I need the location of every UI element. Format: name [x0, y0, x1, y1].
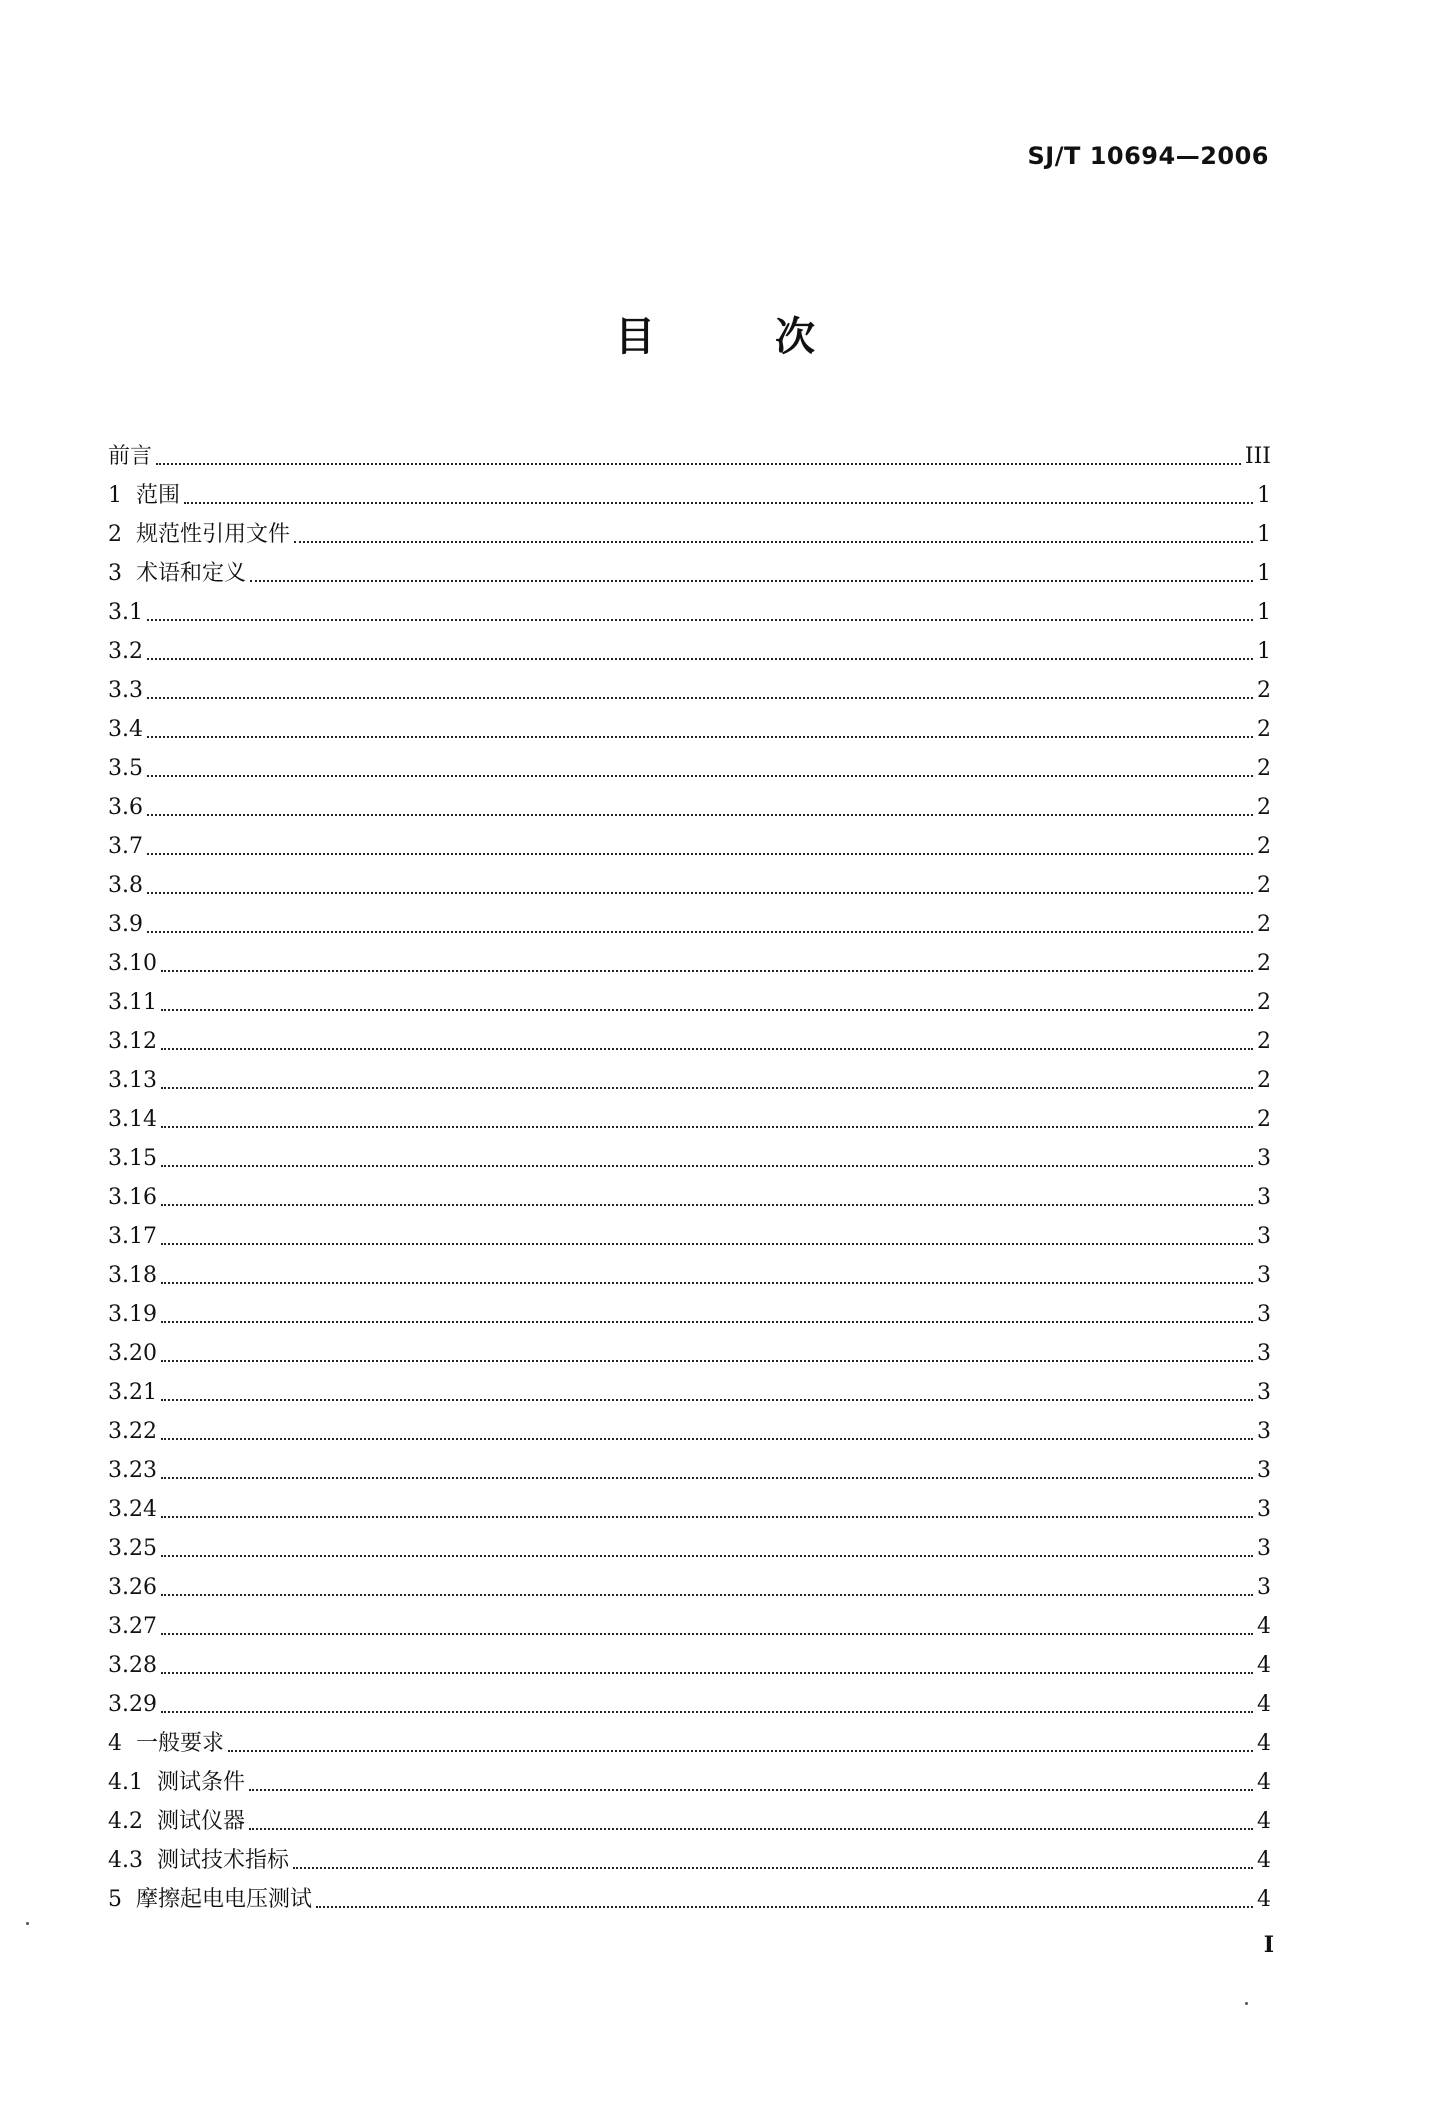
toc-entry-label: 3.2 [108, 639, 143, 664]
toc-entry-page: 4 [1257, 1887, 1271, 1912]
toc-entry-page: 2 [1257, 990, 1271, 1015]
toc-entry[interactable] [108, 782, 1271, 821]
toc-entry[interactable] [108, 587, 1271, 626]
toc-entry[interactable] [108, 1094, 1271, 1133]
toc-entry[interactable] [108, 1757, 1271, 1796]
toc-entry-label: 3.20 [108, 1341, 157, 1366]
toc-entry[interactable] [108, 1835, 1271, 1874]
toc-entry[interactable] [108, 1172, 1271, 1211]
toc-entry[interactable] [108, 1016, 1271, 1055]
toc-entry-label: 3.16 [108, 1185, 157, 1210]
toc-dot-leader [161, 1438, 1253, 1440]
toc-entry[interactable] [108, 1133, 1271, 1172]
toc-entry-label: 3.19 [108, 1302, 157, 1327]
toc-entry[interactable] [108, 743, 1271, 782]
toc-entry-page: 4 [1257, 1692, 1271, 1717]
toc-entry-label: 3.24 [108, 1497, 157, 1522]
toc-title-char-1: 目 [615, 314, 655, 360]
toc-entry[interactable] [108, 821, 1271, 860]
toc-entry[interactable] [108, 431, 1271, 470]
toc-dot-leader [161, 1282, 1253, 1284]
toc-entry-page: 2 [1257, 756, 1271, 781]
toc-dot-leader [147, 775, 1253, 777]
toc-entry-page: 2 [1257, 1029, 1271, 1054]
toc-entry-label: 4.1 测试条件 [108, 1770, 245, 1795]
toc-entry[interactable] [108, 1055, 1271, 1094]
toc-entry[interactable] [108, 1289, 1271, 1328]
toc-entry-page: 3 [1257, 1185, 1271, 1210]
toc-entry[interactable] [108, 1601, 1271, 1640]
toc-entry[interactable] [108, 470, 1271, 509]
toc-dot-leader [161, 1555, 1253, 1557]
toc-entry-page: 3 [1257, 1341, 1271, 1366]
toc-entry-label: 3.13 [108, 1068, 157, 1093]
toc-entry-label: 3.26 [108, 1575, 157, 1600]
toc-dot-leader [161, 1243, 1253, 1245]
toc-dot-leader [294, 541, 1253, 543]
toc-dot-leader [161, 1477, 1253, 1479]
toc-dot-leader [147, 853, 1253, 855]
toc-entry[interactable] [108, 860, 1271, 899]
toc-entry[interactable] [108, 1640, 1271, 1679]
toc-entry-page: 4 [1257, 1770, 1271, 1795]
toc-dot-leader [161, 1009, 1253, 1011]
toc-entry-label: 3.6 [108, 795, 143, 820]
toc-entry-page: III [1244, 444, 1271, 469]
toc-dot-leader [156, 463, 1241, 465]
toc-dot-leader [147, 931, 1253, 933]
toc-entry[interactable] [108, 509, 1271, 548]
toc-entry-page: 4 [1257, 1731, 1271, 1756]
toc-entry-page: 4 [1257, 1653, 1271, 1678]
toc-entry-page: 3 [1257, 1302, 1271, 1327]
toc-entry-page: 2 [1257, 678, 1271, 703]
toc-entry-page: 4 [1257, 1614, 1271, 1639]
toc-entry-page: 2 [1257, 951, 1271, 976]
toc-entry-page: 2 [1257, 717, 1271, 742]
toc-entry-page: 3 [1257, 1419, 1271, 1444]
toc-entry-label: 3.12 [108, 1029, 157, 1054]
toc-entry-page: 1 [1257, 483, 1271, 508]
toc-dot-leader [147, 814, 1253, 816]
toc-dot-leader [161, 1204, 1253, 1206]
toc-entry-page: 4 [1257, 1848, 1271, 1873]
toc-entry[interactable] [108, 1523, 1271, 1562]
toc-entry-page: 1 [1257, 522, 1271, 547]
toc-dot-leader [147, 658, 1253, 660]
toc-entry-label: 3.11 [108, 990, 157, 1015]
toc-dot-leader [228, 1750, 1253, 1752]
toc-entry-label: 4 一般要求 [108, 1731, 224, 1756]
toc-dot-leader [293, 1867, 1253, 1869]
toc-title [0, 305, 1430, 362]
toc-entry-label: 5 摩擦起电电压测试 [108, 1887, 312, 1912]
toc-entry-label: 3.15 [108, 1146, 157, 1171]
toc-entry-page: 1 [1257, 600, 1271, 625]
toc-entry[interactable] [108, 977, 1271, 1016]
toc-entry-label: 4.3 测试技术指标 [108, 1848, 289, 1873]
toc-dot-leader [161, 1672, 1253, 1674]
toc-entry-page: 1 [1257, 639, 1271, 664]
toc-title-char-2: 次 [775, 314, 815, 360]
standard-code: SJ/T 10694—2006 [1027, 142, 1269, 170]
toc-dot-leader [161, 1165, 1253, 1167]
toc-dot-leader [161, 1360, 1253, 1362]
toc-entry-page: 2 [1257, 873, 1271, 898]
toc-dot-leader [161, 1048, 1253, 1050]
toc-entry[interactable] [108, 665, 1271, 704]
toc-entry-label: 4.2 测试仪器 [108, 1809, 245, 1834]
toc-dot-leader [161, 970, 1253, 972]
toc-entry-label: 3.7 [108, 834, 143, 859]
toc-entry[interactable] [108, 548, 1271, 587]
toc-entry-page: 3 [1257, 1497, 1271, 1522]
toc-entry-page: 3 [1257, 1224, 1271, 1249]
page-number: I [1263, 1932, 1274, 1958]
toc-dot-leader [250, 580, 1253, 582]
toc-entry-label: 3.9 [108, 912, 143, 937]
toc-entry-page: 2 [1257, 912, 1271, 937]
toc-entry[interactable] [108, 899, 1271, 938]
toc-dot-leader [249, 1828, 1253, 1830]
toc-entry-page: 2 [1257, 1068, 1271, 1093]
toc-entry-label: 3.10 [108, 951, 157, 976]
toc-entry-label: 3.22 [108, 1419, 157, 1444]
toc-entry[interactable] [108, 1562, 1271, 1601]
toc-entry-page: 3 [1257, 1458, 1271, 1483]
toc-dot-leader [161, 1516, 1253, 1518]
toc-entry-label: 3.27 [108, 1614, 157, 1639]
toc-entry-page: 3 [1257, 1536, 1271, 1561]
toc-entry[interactable] [108, 1328, 1271, 1367]
scan-speck [1245, 2002, 1248, 2005]
toc-entry[interactable] [108, 1874, 1271, 1913]
toc-entry-label: 3.18 [108, 1263, 157, 1288]
toc-dot-leader [249, 1789, 1253, 1791]
toc-entry[interactable] [108, 1250, 1271, 1289]
toc-entry-label: 3.29 [108, 1692, 157, 1717]
toc-dot-leader [161, 1711, 1253, 1713]
toc-entry-page: 3 [1257, 1380, 1271, 1405]
toc-entry[interactable] [108, 1406, 1271, 1445]
toc-dot-leader [161, 1594, 1253, 1596]
toc-entry[interactable] [108, 626, 1271, 665]
toc-dot-leader [161, 1399, 1253, 1401]
toc-entry-label: 3.25 [108, 1536, 157, 1561]
toc-entry[interactable] [108, 1484, 1271, 1523]
toc-dot-leader [161, 1087, 1253, 1089]
toc-entry[interactable] [108, 1796, 1271, 1835]
toc-entry[interactable] [108, 1211, 1271, 1250]
toc-entry-page: 3 [1257, 1146, 1271, 1171]
toc-entry-page: 4 [1257, 1809, 1271, 1834]
toc-entry-label: 3.28 [108, 1653, 157, 1678]
toc-dot-leader [316, 1906, 1253, 1908]
toc-entry-page: 2 [1257, 1107, 1271, 1132]
toc-entry[interactable] [108, 704, 1271, 743]
toc-entry[interactable] [108, 1718, 1271, 1757]
toc-entry[interactable] [108, 1445, 1271, 1484]
toc-entry-page: 3 [1257, 1575, 1271, 1600]
toc-dot-leader [161, 1126, 1253, 1128]
toc-entry-label: 3.1 [108, 600, 143, 625]
toc-dot-leader [147, 892, 1253, 894]
toc-entry-label: 2 规范性引用文件 [108, 522, 290, 547]
toc-dot-leader [161, 1321, 1253, 1323]
toc-entry-page: 3 [1257, 1263, 1271, 1288]
toc-entry-page: 1 [1257, 561, 1271, 586]
toc-entry-label: 3.3 [108, 678, 143, 703]
toc-entry[interactable] [108, 1367, 1271, 1406]
toc-entry-label: 3 术语和定义 [108, 561, 246, 586]
toc-dot-leader [184, 502, 1253, 504]
toc-entry-label: 3.23 [108, 1458, 157, 1483]
toc-entry[interactable] [108, 938, 1271, 977]
toc-entry-page: 2 [1257, 795, 1271, 820]
toc-entry[interactable] [108, 1679, 1271, 1718]
toc-dot-leader [147, 697, 1253, 699]
toc-entry-label: 3.4 [108, 717, 143, 742]
toc-dot-leader [147, 736, 1253, 738]
toc-entry-page: 2 [1257, 834, 1271, 859]
toc-dot-leader [147, 619, 1253, 621]
toc-entry-label: 3.21 [108, 1380, 157, 1405]
toc-entry-label: 前言 [108, 444, 153, 469]
toc-entry-label: 1 范围 [108, 483, 180, 508]
table-of-contents [108, 431, 1271, 1913]
toc-entry-label: 3.14 [108, 1107, 157, 1132]
toc-entry-label: 3.8 [108, 873, 143, 898]
toc-entry-label: 3.17 [108, 1224, 157, 1249]
toc-dot-leader [161, 1633, 1253, 1635]
toc-entry-label: 3.5 [108, 756, 143, 781]
scan-speck [26, 1922, 29, 1925]
